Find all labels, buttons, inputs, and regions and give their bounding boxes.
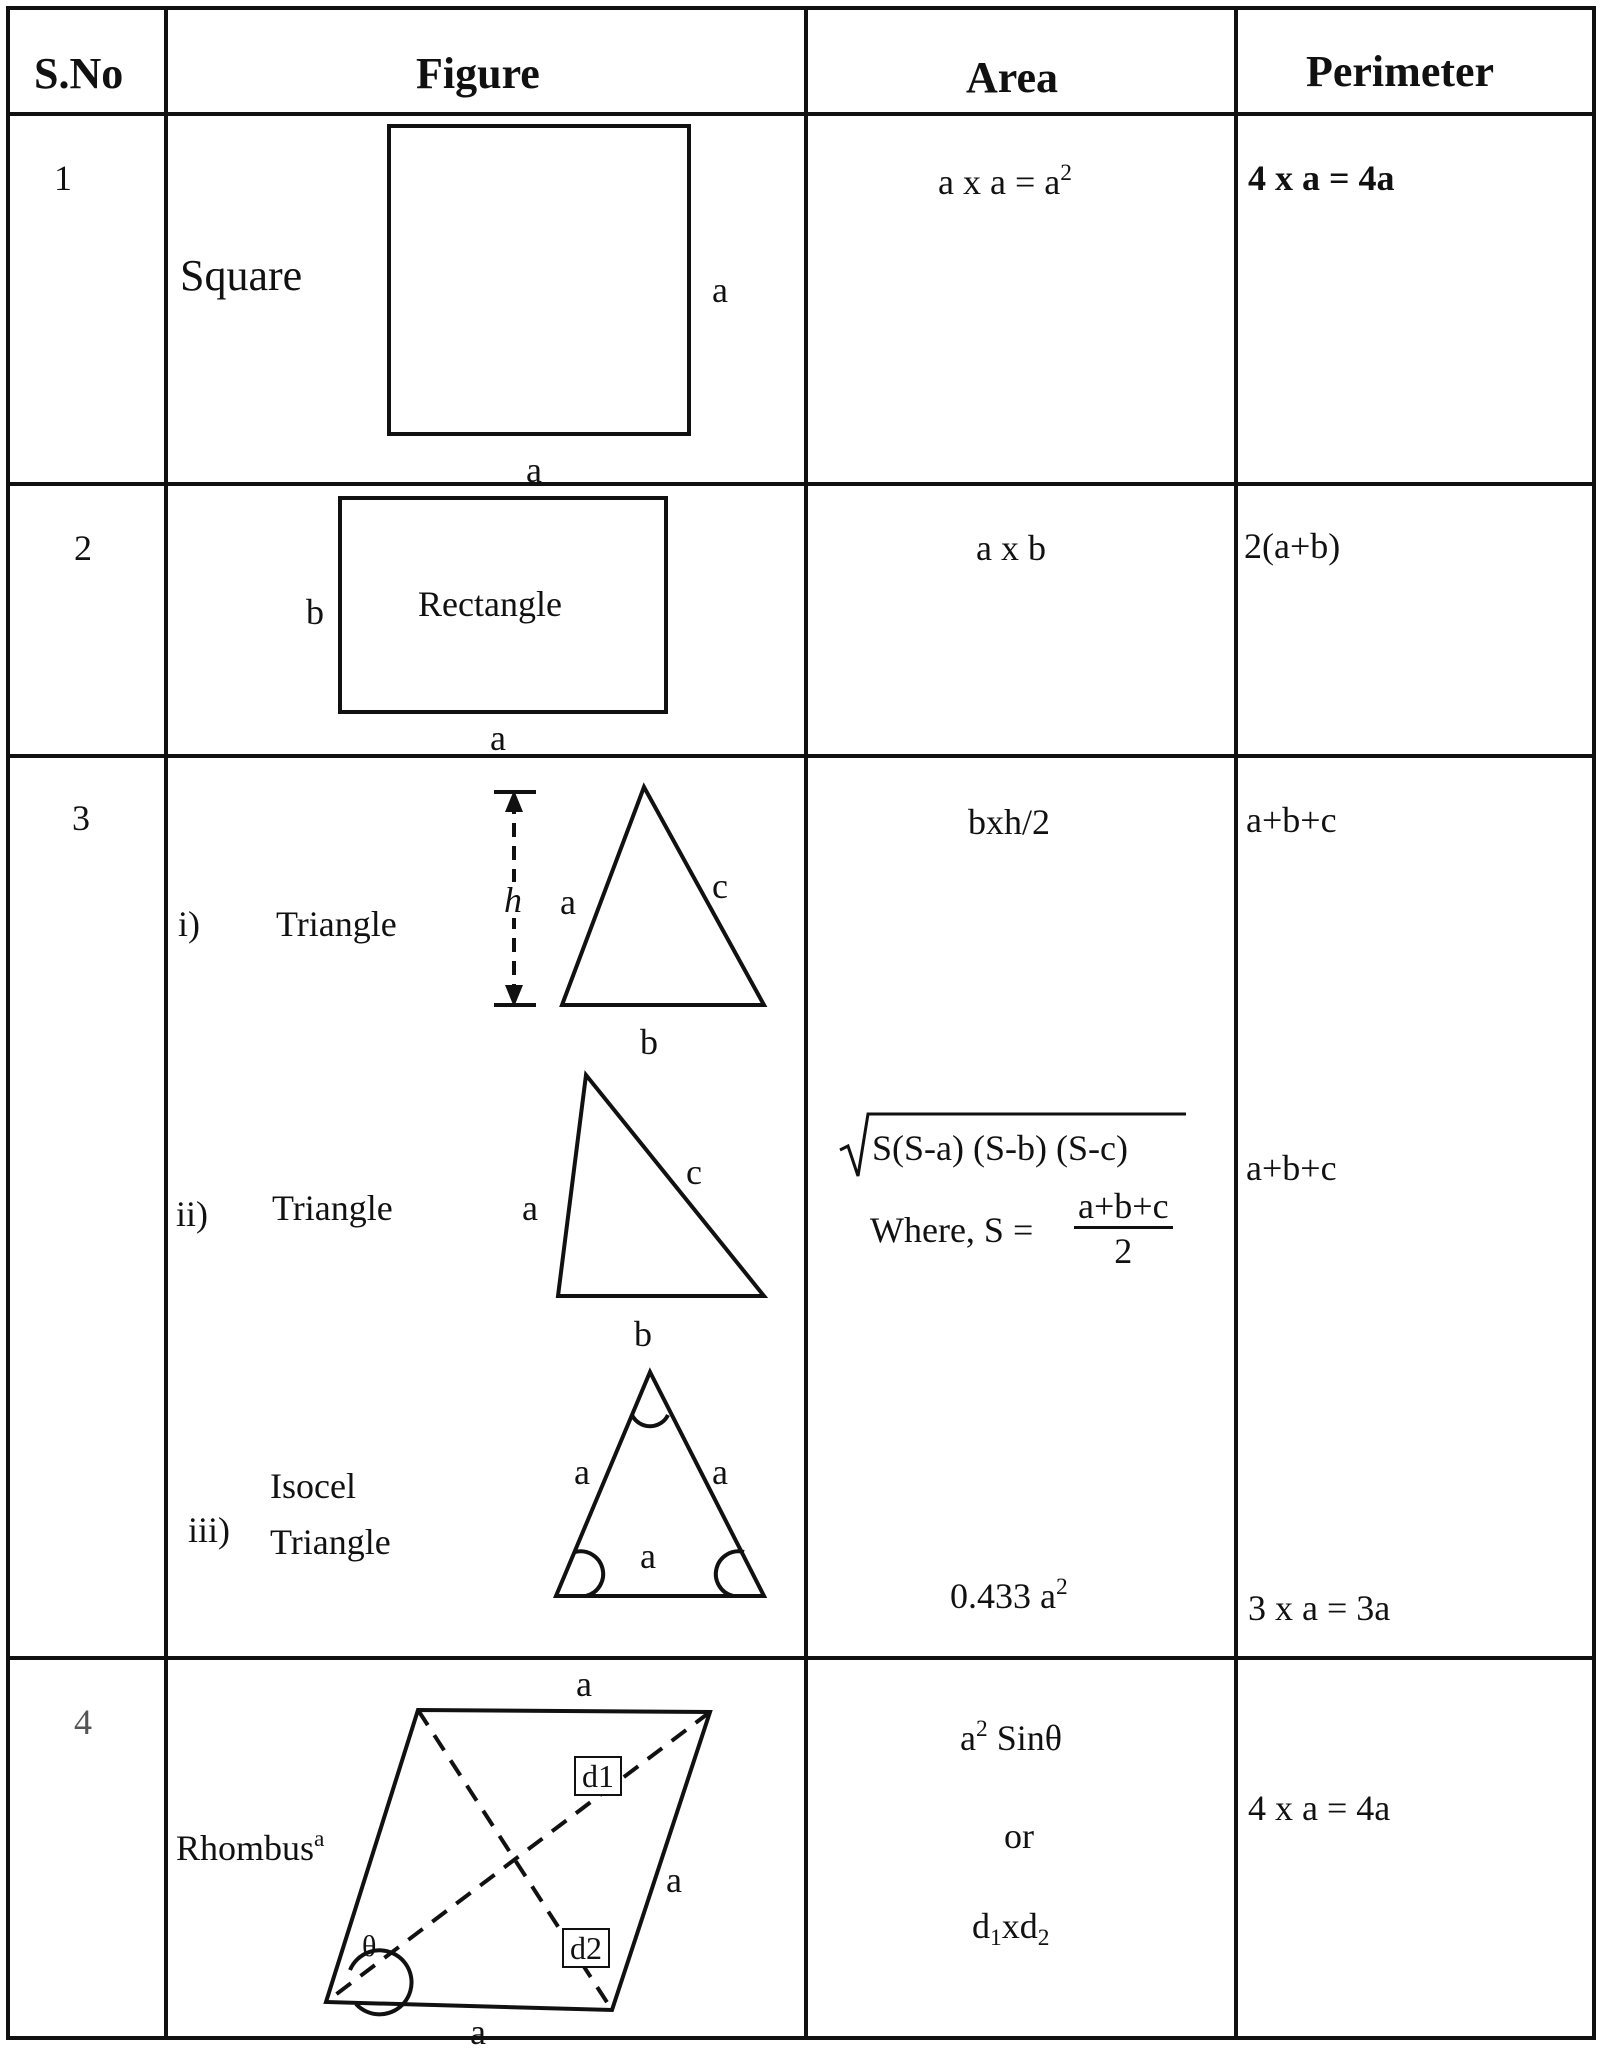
rhombus-perimeter: 4 x a = 4a xyxy=(1248,1788,1391,1828)
triangle3-label-line1: Isocel xyxy=(270,1466,356,1506)
square-side-label-bottom: a xyxy=(526,450,542,490)
rectangle-side-label-bottom: a xyxy=(490,718,506,758)
triangle3-side-left: a xyxy=(574,1452,590,1492)
heron-fraction xyxy=(1074,1188,1173,1269)
triangle1-side-c: c xyxy=(712,866,728,906)
triangle1-height-label: h xyxy=(504,880,522,920)
rhombus-diagonal-d1: d1 xyxy=(574,1756,622,1796)
row1-sno: 1 xyxy=(54,158,72,198)
triangle2-perimeter: a+b+c xyxy=(1246,1148,1337,1188)
triangle2-side-b: b xyxy=(634,1314,652,1354)
triangle1-area: bxh/2 xyxy=(968,802,1051,842)
triangle2-roman: ii) xyxy=(176,1194,208,1234)
rhombus-angle-label: θ xyxy=(362,1930,377,1963)
rhombus-area-line1: $a^2$ Sinθ xyxy=(960,1715,1062,1758)
square-label: Square xyxy=(180,251,303,300)
triangle3-side-right: a xyxy=(712,1452,728,1492)
heron-fraction-num: a+b+c xyxy=(1074,1188,1173,1229)
row4-sno: 4 xyxy=(74,1702,92,1742)
rectangle-area: a x b xyxy=(976,528,1046,568)
triangle3-roman: iii) xyxy=(188,1510,230,1550)
rhombus-side-right: a xyxy=(666,1860,682,1900)
rectangle-perimeter: 2(a+b) xyxy=(1244,526,1341,566)
square-side-label-right: a xyxy=(712,270,728,310)
heron-fraction-den: 2 xyxy=(1114,1231,1133,1271)
rhombus-label: Rhombus$^a$ xyxy=(176,1825,325,1868)
square-area: a x $a = a^2$ xyxy=(938,159,1072,202)
triangle3-area: 0.433 $a^2$ xyxy=(950,1573,1068,1616)
triangle2-label: Triangle xyxy=(272,1188,393,1228)
triangle2-side-c: c xyxy=(686,1152,702,1192)
header-perimeter: Perimeter xyxy=(1306,47,1495,96)
triangle3-perimeter: 3 x a = 3a xyxy=(1248,1588,1391,1628)
triangle1-side-b: b xyxy=(640,1022,658,1062)
triangle3-side-base: a xyxy=(640,1536,656,1576)
rhombus-diagonal-d2: d2 xyxy=(562,1928,610,1968)
heron-where: Where, S = xyxy=(870,1210,1034,1250)
triangle1-perimeter: a+b+c xyxy=(1246,800,1337,840)
rectangle-side-label-left: b xyxy=(306,592,324,632)
row2-sno: 2 xyxy=(74,528,92,568)
rhombus-side-top: a xyxy=(576,1664,592,1704)
header-figure: Figure xyxy=(416,49,540,98)
rhombus-area-line3: $d_1xd_2$ xyxy=(972,1906,1050,1952)
header-sno: S.No xyxy=(34,49,124,98)
triangle1-roman: i) xyxy=(178,904,200,944)
triangle1-side-a: a xyxy=(560,882,576,922)
triangle1-label: Triangle xyxy=(276,904,397,944)
header-area: Area xyxy=(966,53,1059,102)
heron-sqrt-expression: S(S-a) (S-b) (S-c) xyxy=(872,1128,1128,1168)
triangle3-label-line2: Triangle xyxy=(270,1522,391,1562)
triangle2-side-a: a xyxy=(522,1188,538,1228)
rhombus-area-or: or xyxy=(1004,1816,1034,1856)
rhombus-side-bottom: a xyxy=(470,2012,486,2052)
rectangle-label: Rectangle xyxy=(418,584,562,624)
square-perimeter: 4 x a = 4a xyxy=(1248,158,1395,198)
row3-sno: 3 xyxy=(72,798,90,838)
